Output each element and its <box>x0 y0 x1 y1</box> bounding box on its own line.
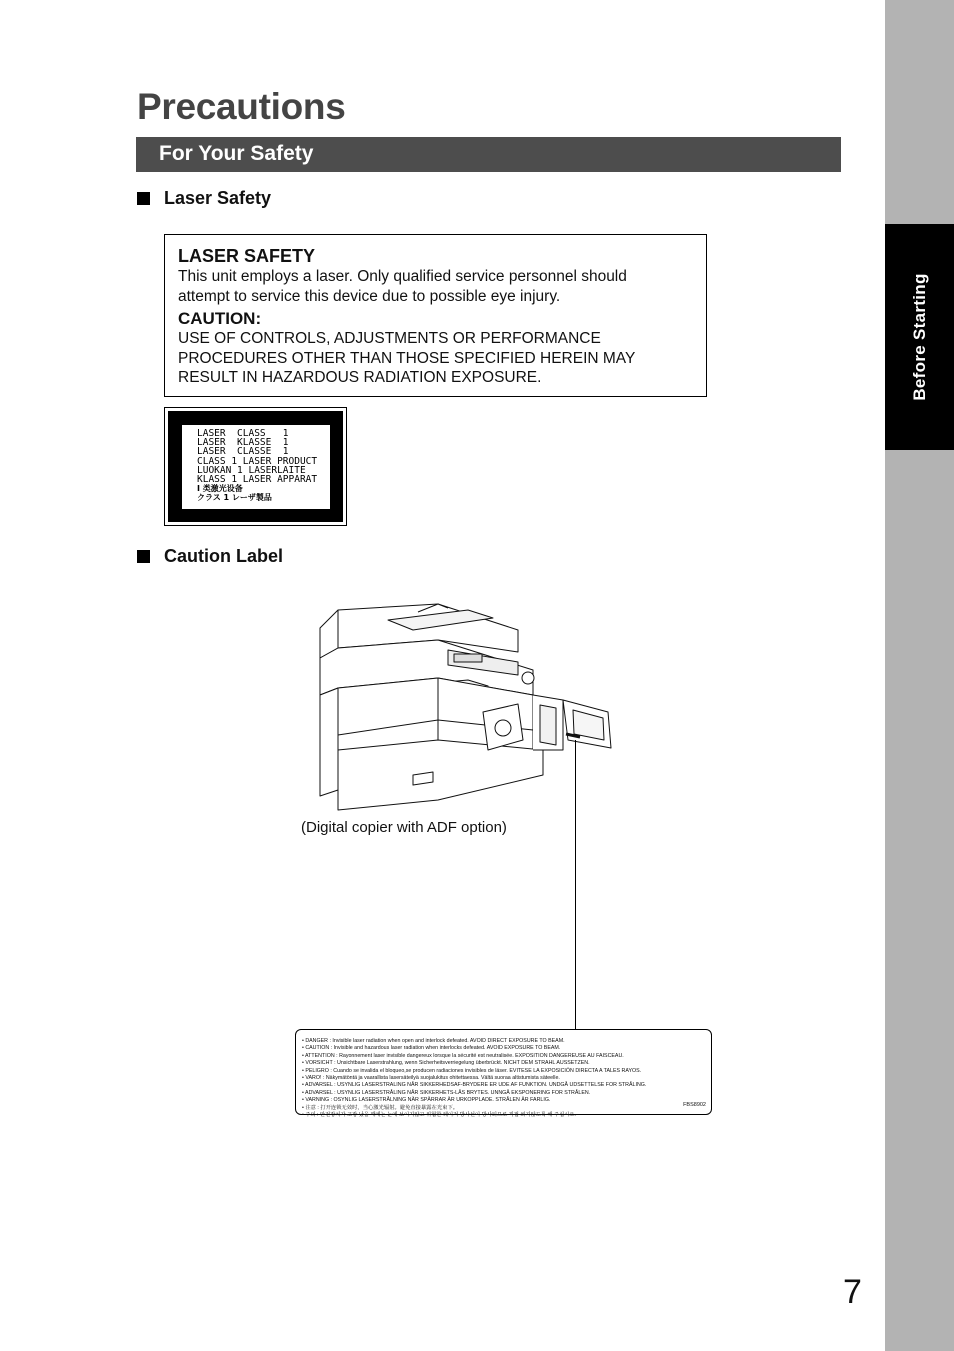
subheading-caution-label <box>137 546 283 567</box>
warning-line: • ADVARSEL : USYNLIG LASERSTRÅLING NÅR SIKKERHETS-LÅS BRYTES. UNNGÅ EKSPONERING FOR STRÅLEN. <box>302 1089 591 1096</box>
copier-illustration <box>318 600 618 815</box>
warning-line: • 주의 : 안전장치가 고장 났을 때에는 눈에 보이지않고 위험한 레이저 방사선이 방사되므로 직접 쐬지않도록 해 주십시오. <box>302 1112 576 1119</box>
laser-box-heading: LASER SAFETY <box>178 246 316 266</box>
laser-label-line: LASER CLASS 1 <box>197 428 289 439</box>
caution-line: USE OF CONTROLS, ADJUSTMENTS OR PERFORMANCE <box>178 330 601 347</box>
subheading-label: Laser Safety <box>164 188 272 208</box>
warning-line: • ATTENTION : Rayonnement laser invisible dangereux lorsque la sécurité est neutralisée. EXPOSITION DANGEREUSE AU FAISCEAU. <box>302 1052 624 1059</box>
laser-class-label <box>164 407 347 526</box>
warning-line: • ADVARSEL : USYNLIG LASERSTRALING NÅR SIKKERHEDSAF-BRYDERE ER UDE AF FUNKTION. UNDGÅ UDSETTELSE FOR STRÅLING. <box>302 1082 647 1089</box>
subheading-laser-safety <box>137 188 271 209</box>
laser-label-line: KLASS 1 LASER APPARAT <box>197 474 318 486</box>
square-bullet-icon <box>137 550 150 563</box>
section-title: For Your Safety <box>159 142 314 165</box>
laser-safety-box <box>164 234 707 397</box>
laser-label-line: CLASS 1 LASER PRODUCT <box>197 455 318 467</box>
section-bar <box>136 137 841 172</box>
laser-label-line: LASER KLASSE 1 <box>197 437 289 449</box>
laser-label-line: LUOKAN 1 LASERLAITE <box>197 464 306 476</box>
laser-label-text <box>182 425 330 509</box>
page-number: 7 <box>843 1273 862 1311</box>
laser-label-line-jp: クラス 1 レーザ製品 <box>197 493 272 503</box>
warning-line: • PELIGRO : Cuando se invalida el bloqueo,se producen radiaciones invisibles de láser. EVITESE LA EXPOSICIÓN DIRECTA A TALES RAYOS. <box>302 1067 642 1074</box>
warning-line: • CAUTION : Invisible and hazardous laser radiation when interlocks defeated. AVOID EXPOSURE TO BEAM. <box>302 1045 561 1052</box>
square-bullet-icon <box>137 192 150 205</box>
side-tab-before-starting <box>885 224 954 450</box>
caution-warning-label <box>295 1029 712 1119</box>
caution-heading: CAUTION: <box>178 309 262 328</box>
side-tab-label: Before Starting <box>909 273 929 401</box>
warning-line: • DANGER : Invisible laser radiation when open and interlock defeated. AVOID DIRECT EXPOSURE TO BEAM. <box>302 1038 565 1044</box>
warning-text <box>302 1038 646 1119</box>
page-title: Precautions <box>137 86 346 127</box>
subheading-label: Caution Label <box>164 546 284 566</box>
warning-line: • VORSICHT : Unsichtbare Laserstrahlung, wenn Sicherheitsverriegelung überbrückt. NICHT DEM STRAHL AUSSETZEN. <box>302 1060 590 1067</box>
warning-line: • VARO! : Näkymätöntä ja vaarallista lasersäteilyä suojalukitus ohitettaessa. Vältä suoraa altistumista säteelle. <box>302 1075 560 1082</box>
warning-label-code: FBS8902 <box>683 1102 706 1108</box>
copier-caption: (Digital copier with ADF option) <box>301 819 507 836</box>
laser-box-line: attempt to service this device due to possible eye injury. <box>178 287 561 305</box>
warning-line: • VARNING : OSYNLIG LASERSTRÅLNING NÄR SPÄRRAR ÄR URKOPPLADE. STRÅLEN ÄR FARLIG. <box>302 1097 551 1104</box>
laser-label-line: LASER CLASSE 1 <box>197 446 289 458</box>
caution-line: PROCEDURES OTHER THAN THOSE SPECIFIED HEREIN MAY <box>178 349 636 367</box>
laser-label-line-cn: Ⅰ 类激光设备 <box>197 484 243 494</box>
caution-line: RESULT IN HAZARDOUS RADIATION EXPOSURE. <box>178 369 542 386</box>
laser-box-line: This unit employs a laser. Only qualified service personnel should <box>178 268 627 285</box>
side-strip <box>885 0 954 1351</box>
leader-line <box>575 740 576 1030</box>
warning-line: • 注意 : 打开连锁无效时，当心激光辐射。避免直接暴露在光束下。 <box>302 1104 459 1111</box>
laser-label-frame <box>168 411 343 522</box>
